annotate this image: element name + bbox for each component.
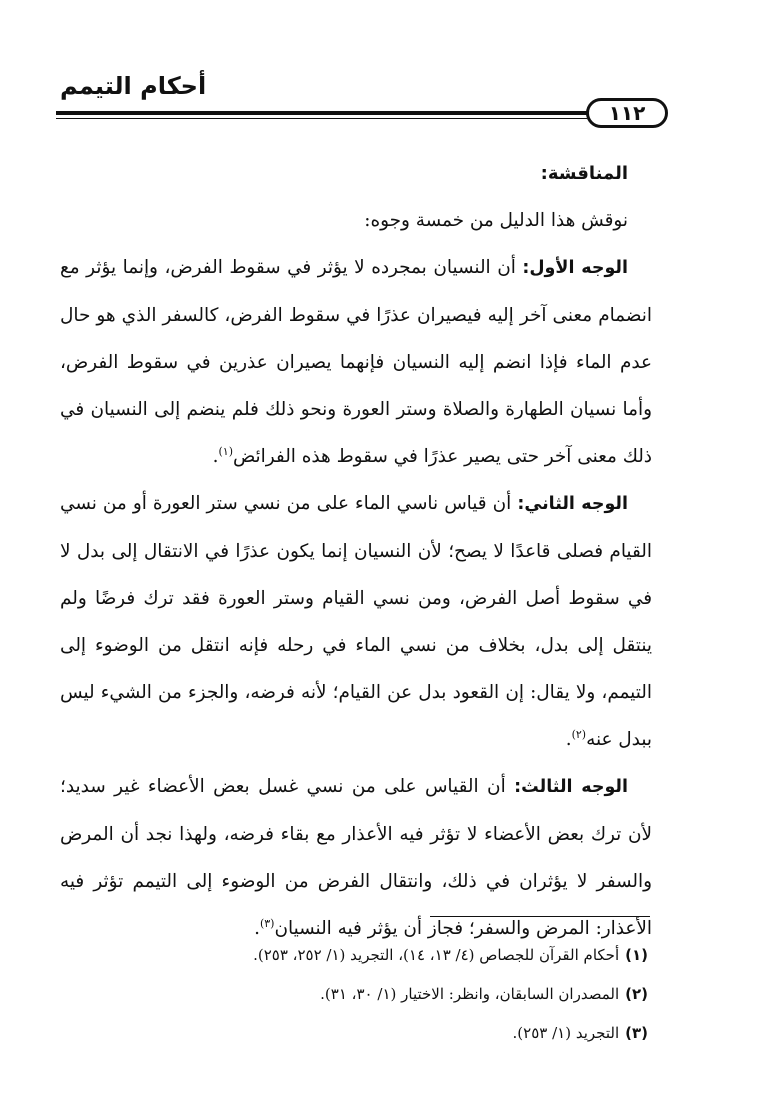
header-rule-thick	[56, 111, 587, 115]
paragraph-2-lead: الوجه الثاني:	[517, 494, 628, 514]
running-header-title: أحكام التيمم	[60, 72, 207, 100]
page-number	[586, 98, 668, 128]
footnote-2-number: (٢)	[625, 985, 648, 1003]
paragraph-1-text: أن النسيان بمجرده لا يؤثر في سقوط الفرض، وإنما يؤثر مع انضمام معنى آخر إليه فيصيران عذرًا في سقوط الفرض، كالسفر الذي هو حال عدم الماء فإذا انضم إليه النسيان فإنهما يصيران عذرين في سقوط الفرض، وأما نسيان الطهارة والصلاة وستر العورة ونحو ذلك فلم ينضم إلى النسيان في ذلك معنى آخر حتى يصير عذرًا في سقوط هذه الفرائض	[60, 257, 652, 467]
header-rule-thin	[56, 118, 587, 119]
footnote-2-text: المصدران السابقان، وانظر: الاختيار (١/ ٣٠، ٣١).	[320, 985, 620, 1003]
paragraph-3-end: .	[254, 918, 260, 939]
paragraph-3	[60, 763, 652, 952]
paragraph-3-lead: الوجه الثالث:	[514, 777, 628, 797]
footnote-3	[60, 1014, 652, 1053]
footnote-3-text: التجريد (١/ ٢٥٣).	[512, 1024, 620, 1042]
intro-line: نوقش هذا الدليل من خمسة وجوه:	[364, 210, 628, 231]
paragraph-1-lead: الوجه الأول:	[522, 258, 628, 278]
main-text	[60, 150, 652, 952]
paragraph-1	[60, 244, 652, 480]
footnote-2	[60, 975, 652, 1014]
footnote-3-number: (٣)	[625, 1024, 648, 1042]
footnote-1	[60, 936, 652, 975]
page-number-text: ١١٢	[608, 101, 646, 125]
footnote-separator	[430, 916, 650, 917]
footnote-1-text: أحكام القرآن للجصاص (٤/ ١٣، ١٤)، التجريد (١/ ٢٥٢، ٢٥٣).	[253, 946, 620, 964]
footnote-1-number: (١)	[625, 946, 648, 964]
footnotes	[60, 936, 652, 1053]
footnote-ref-3: (٣)	[259, 916, 275, 930]
header-rule	[56, 108, 587, 122]
paragraph-3-text: أن القياس على من نسي غسل بعض الأعضاء غير سديد؛ لأن ترك بعض الأعضاء لا تؤثر فيه الأعذار مع بقاء فرضه، ولهذا نجد أن المرض والسفر لا يؤثران في ذلك، وانتقال الفرض من الوضوء إلى التيمم تؤثر فيه الأعذار: المرض والسفر؛ فجاز أن يؤثر فيه النسيان	[60, 776, 652, 939]
section-heading: المناقشة:	[540, 163, 628, 184]
footnote-ref-2: (٢)	[571, 727, 587, 741]
paragraph-2	[60, 480, 652, 763]
paragraph-2-end: .	[565, 729, 572, 750]
paragraph-1-end: .	[212, 446, 219, 467]
paragraph-2-text: أن قياس ناسي الماء على من نسي ستر العورة أو من نسي القيام فصلى قاعدًا لا يصح؛ لأن النسيان إنما يكون عذرًا في الانتقال إلى بدل لا في سقوط أصل الفرض، ومن نسي القيام وستر العورة فقد ترك فرضًا ولم ينتقل إلى بدل، بخلاف من نسي الماء في رحله فإنه انتقل من الوضوء إلى التيمم، ولا يقال: إن القعود بدل عن القيام؛ لأنه فرضه، والجزء من الشيء ليس ببدل عنه	[60, 493, 652, 750]
footnote-ref-1: (١)	[218, 444, 233, 458]
